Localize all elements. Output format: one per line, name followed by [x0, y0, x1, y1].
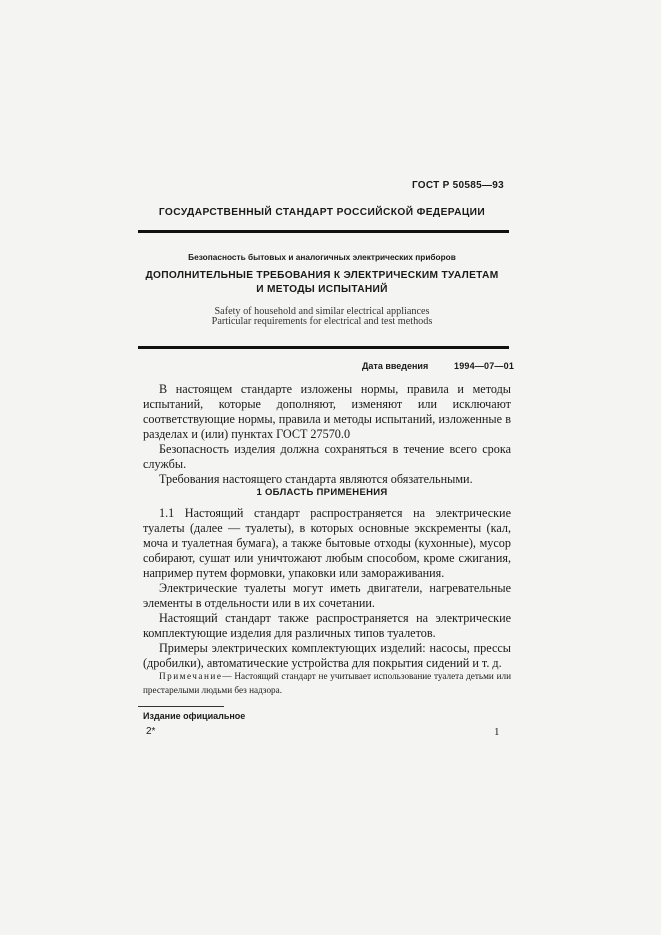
- section-paragraph: Электрические туалеты могут иметь двигатели, нагревательные элементы в отдельности или в их сочетании.: [143, 581, 511, 610]
- section-paragraph: 1.1 Настоящий стандарт распространяется на электрические туалеты (далее — туалеты), в которых основные экскременты (кал, моча и туалетная бумага), а также бытовые отходы (кухонные), мусор собирают, сушат или уничтожают любым способом, кроме сжигания, например путем формовки, упаковки или замораживания.: [143, 506, 511, 580]
- note: [143, 669, 511, 697]
- document-title: [138, 269, 506, 297]
- intro-paragraph: В настоящем стандарте изложены нормы, правила и методы испытаний, которые дополняют, изменяют или исключают соответствующие нормы, правила и методы испытаний, изложенные в разделах и (или) пунктах ГОСТ 27570.0: [143, 382, 511, 441]
- section-paragraph: Примеры электрических комплектующих изделий: насосы, прессы (дробилки), автоматические устройства для покрытия сидений и т. д.: [143, 641, 511, 670]
- state-standard-heading: ГОСУДАРСТВЕННЫЙ СТАНДАРТ РОССИЙСКОЙ ФЕДЕРАЦИИ: [158, 207, 486, 218]
- sheet-mark: 2*: [146, 726, 156, 737]
- top-divider: [138, 230, 509, 233]
- edition-label: Издание официальное: [143, 711, 246, 721]
- section-1-text: [143, 506, 511, 671]
- intro-date-value: 1994—07—01: [454, 361, 515, 371]
- title-line-1: ДОПОЛНИТЕЛЬНЫЕ ТРЕБОВАНИЯ К ЭЛЕКТРИЧЕСКИМ ТУАЛЕТАМ: [145, 270, 499, 281]
- title-line-2: И МЕТОДЫ ИСПЫТАНИЙ: [256, 284, 388, 295]
- note-label: Примечание: [159, 671, 223, 681]
- english-title-line-2: Particular requirements for electrical and test methods: [211, 316, 433, 327]
- gost-code: ГОСТ Р 50585—93: [411, 180, 504, 191]
- footer-divider: [138, 706, 224, 707]
- english-title: [138, 307, 506, 327]
- intro-date-label: Дата введения: [362, 361, 429, 371]
- page-number: 1: [494, 726, 500, 738]
- safety-subtitle: Безопасность бытовых и аналогичных электрических приборов: [188, 252, 456, 262]
- bottom-divider: [138, 346, 509, 349]
- english-title-line-1: Safety of household and similar electrical appliances: [214, 306, 430, 317]
- section-1-heading: 1 ОБЛАСТЬ ПРИМЕНЕНИЯ: [256, 487, 388, 498]
- section-paragraph: Настоящий стандарт также распространяется на электрические комплектующие изделия для различных типов туалетов.: [143, 611, 511, 640]
- intro-paragraph: Безопасность изделия должна сохраняться в течение всего срока службы.: [143, 442, 511, 471]
- note-text: — Настоящий стандарт не учитывает использование туалета детьми или престарелыми людьми без надзора.: [143, 671, 511, 695]
- intro-paragraph: Требования настоящего стандарта являются обязательными.: [159, 472, 473, 486]
- intro-text: [143, 382, 511, 487]
